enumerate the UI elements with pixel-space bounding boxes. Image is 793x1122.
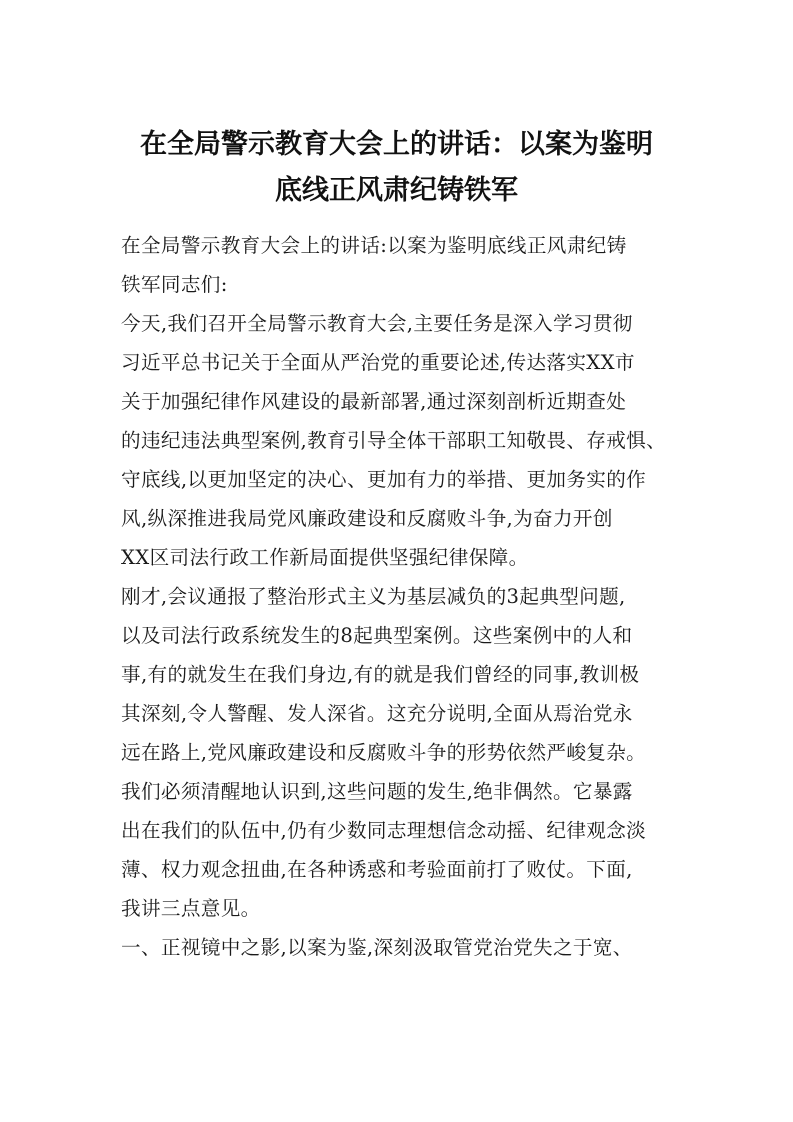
body-line: 在全局警示教育大会上的讲话:以案为鉴明底线正风肃纪铸: [121, 234, 627, 257]
body-line: 其深刻,令人警醒、发人深省。这充分说明,全面从焉治党永: [121, 702, 633, 725]
body-line: 刚才,会议通报了整治形式主义为基层减负的3起典型问题,: [121, 585, 626, 608]
body-line: 薄、权力观念扭曲,在各种诱惑和考验面前打了败仗。下面,: [121, 858, 633, 881]
body-line: 的违纪违法典型案例,教育引导全体干部职工知敬畏、存戒惧、: [121, 429, 667, 452]
document-title-line-2: 底线正风肃纪铸铁军: [275, 175, 518, 206]
body-line: 风,纵深推进我局党风廉政建设和反腐败斗争,为奋力开创: [121, 507, 613, 530]
body-line: 远在路上,党风廉政建设和反腐败斗争的形势依然严峻复杂。: [121, 741, 647, 764]
body-line: 一、正视镜中之影,以案为鉴,深刻汲取管党治党失之于宽、: [121, 936, 633, 959]
body-line: 习近平总书记关于全面从严治党的重要论述,传达落实XX市: [121, 351, 635, 374]
body-line: 关于加强纪律作风建设的最新部署,通过深刻剖析近期查处: [121, 390, 627, 413]
body-line: 事,有的就发生在我们身边,有的就是我们曾经的同事,教训极: [121, 663, 640, 686]
body-line: 我们必须清醒地认识到,这些问题的发生,绝非偶然。它暴露: [121, 780, 633, 803]
body-line: 铁军同志们:: [121, 273, 228, 296]
body-line: XX区司法行政工作新局面提供坚强纪律保障。: [121, 546, 529, 569]
body-line: 出在我们的队伍中,仍有少数同志理想信念动摇、纪律观念淡: [121, 819, 647, 842]
body-line: 以及司法行政系统发生的8起典型案例。这些案例中的人和: [121, 624, 633, 647]
body-line: 我讲三点意见。: [121, 897, 261, 920]
body-line: 守底线,以更加坚定的决心、更加有力的举措、更加务实的作: [121, 468, 647, 491]
body-line: 今天,我们召开全局警示教育大会,主要任务是深入学习贯彻: [121, 312, 633, 335]
document-title-line-1: 在全局警示教育大会上的讲话：以案为鉴明: [140, 129, 653, 160]
document-body: [121, 226, 681, 967]
